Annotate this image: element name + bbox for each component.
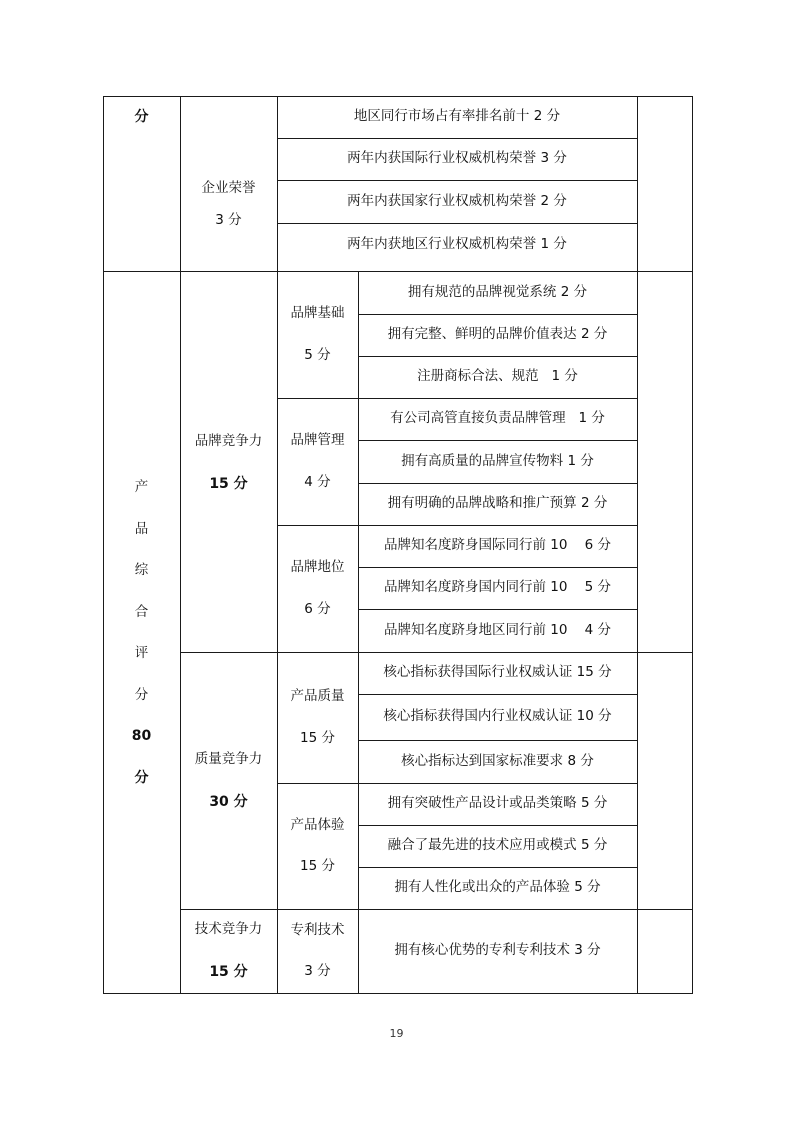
- column-divider: [637, 96, 638, 994]
- page-number: 19: [389, 1027, 404, 1040]
- brand-competitiveness-score: 15 分: [209, 475, 248, 492]
- brand-management-label: 品牌管理: [290, 432, 345, 448]
- brand-competitiveness-label: 品牌竞争力: [194, 433, 263, 450]
- brand-position-cell: [277, 525, 358, 652]
- quality-competitiveness-score: 30 分: [209, 793, 248, 810]
- criterion-honor-national: 两年内获国家行业权威机构荣誉 2 分: [347, 192, 567, 209]
- brand-competitiveness-cell: [180, 420, 277, 506]
- patent-tech-cell: [277, 909, 358, 993]
- patent-tech-score: 3 分: [304, 963, 331, 979]
- tech-competitiveness-score: 15 分: [209, 963, 248, 980]
- vertical-char: 品: [134, 520, 149, 537]
- vertical-char: 综: [134, 562, 149, 578]
- brand-management-cell: [277, 398, 358, 525]
- criterion-brand-domestic: 品牌知名度跻身国内同行前 10 5 分: [383, 579, 611, 596]
- enterprise-honor-label: 企业荣誉: [201, 180, 256, 196]
- total-score-unit: 分: [134, 769, 149, 786]
- product-comprehensive-label: [103, 467, 180, 799]
- vertical-char: 合: [134, 603, 149, 620]
- brand-position-score: 6 分: [304, 600, 331, 617]
- criterion-quality-intl: 核心指标获得国际行业权威认证 15 分: [383, 664, 612, 681]
- product-experience-label: 产品体验: [290, 816, 345, 833]
- enterprise-honor-score: 3 分: [215, 211, 242, 228]
- criterion-brand-intl: 品牌知名度跻身国际同行前 10 6 分: [383, 537, 611, 554]
- criterion-quality-national: 核心指标达到国家标准要求 8 分: [401, 752, 594, 769]
- criterion-design: 拥有突破性产品设计或品类策略 5 分: [387, 795, 608, 812]
- criterion-honor-intl: 两年内获国际行业权威机构荣誉 3 分: [347, 150, 567, 167]
- criterion-experience: 拥有人性化或出众的产品体验 5 分: [394, 879, 601, 896]
- brand-position-label: 品牌地位: [290, 559, 345, 575]
- table-border-right: [692, 96, 693, 994]
- criterion-brand-material: 拥有高质量的品牌宣传物料 1 分: [401, 452, 594, 469]
- table-border-bottom: [103, 993, 692, 994]
- product-quality-cell: [277, 652, 358, 783]
- criterion-honor-regional: 两年内获地区行业权威机构荣誉 1 分: [347, 235, 567, 252]
- criterion-brand-strategy: 拥有明确的品牌战略和推广预算 2 分: [387, 495, 608, 512]
- enterprise-honor-cell: [180, 138, 277, 271]
- criterion-brand-value: 拥有完整、鲜明的品牌价值表达 2 分: [387, 326, 608, 343]
- brand-foundation-label: 品牌基础: [290, 305, 345, 321]
- tech-competitiveness-cell: [180, 909, 277, 993]
- quality-competitiveness-cell: [180, 738, 277, 824]
- category-fragment: 分: [134, 109, 149, 125]
- vertical-char: 评: [134, 645, 149, 661]
- total-score-value: 80: [131, 728, 152, 744]
- criterion-tech-application: 融合了最先进的技术应用或模式 5 分: [387, 837, 608, 854]
- criterion-trademark: 注册商标合法、规范 1 分: [417, 368, 578, 385]
- vertical-char: 分: [134, 686, 149, 703]
- product-quality-score: 15 分: [300, 729, 335, 746]
- product-quality-label: 产品质量: [290, 688, 345, 704]
- criterion-quality-domestic: 核心指标获得国内行业权威认证 10 分: [383, 708, 612, 725]
- brand-foundation-score: 5 分: [304, 346, 331, 363]
- criterion-exec-brand: 有公司高管直接负责品牌管理 1 分: [390, 410, 605, 427]
- criterion-patent: 拥有核心优势的专利专利技术 3 分: [394, 942, 601, 959]
- criterion-market-share: 地区同行市场占有率排名前十 2 分: [353, 108, 561, 125]
- product-experience-score: 15 分: [300, 858, 335, 874]
- vertical-char: 产: [134, 479, 149, 495]
- brand-management-score: 4 分: [304, 473, 331, 490]
- product-experience-cell: [277, 783, 358, 909]
- quality-competitiveness-label: 质量竞争力: [194, 751, 263, 768]
- tech-competitiveness-label: 技术竞争力: [194, 921, 263, 938]
- brand-foundation-cell: [277, 271, 358, 398]
- patent-tech-label: 专利技术: [290, 921, 345, 938]
- criterion-brand-visual: 拥有规范的品牌视觉系统 2 分: [407, 283, 588, 300]
- criterion-brand-regional: 品牌知名度跻身地区同行前 10 4 分: [383, 621, 611, 638]
